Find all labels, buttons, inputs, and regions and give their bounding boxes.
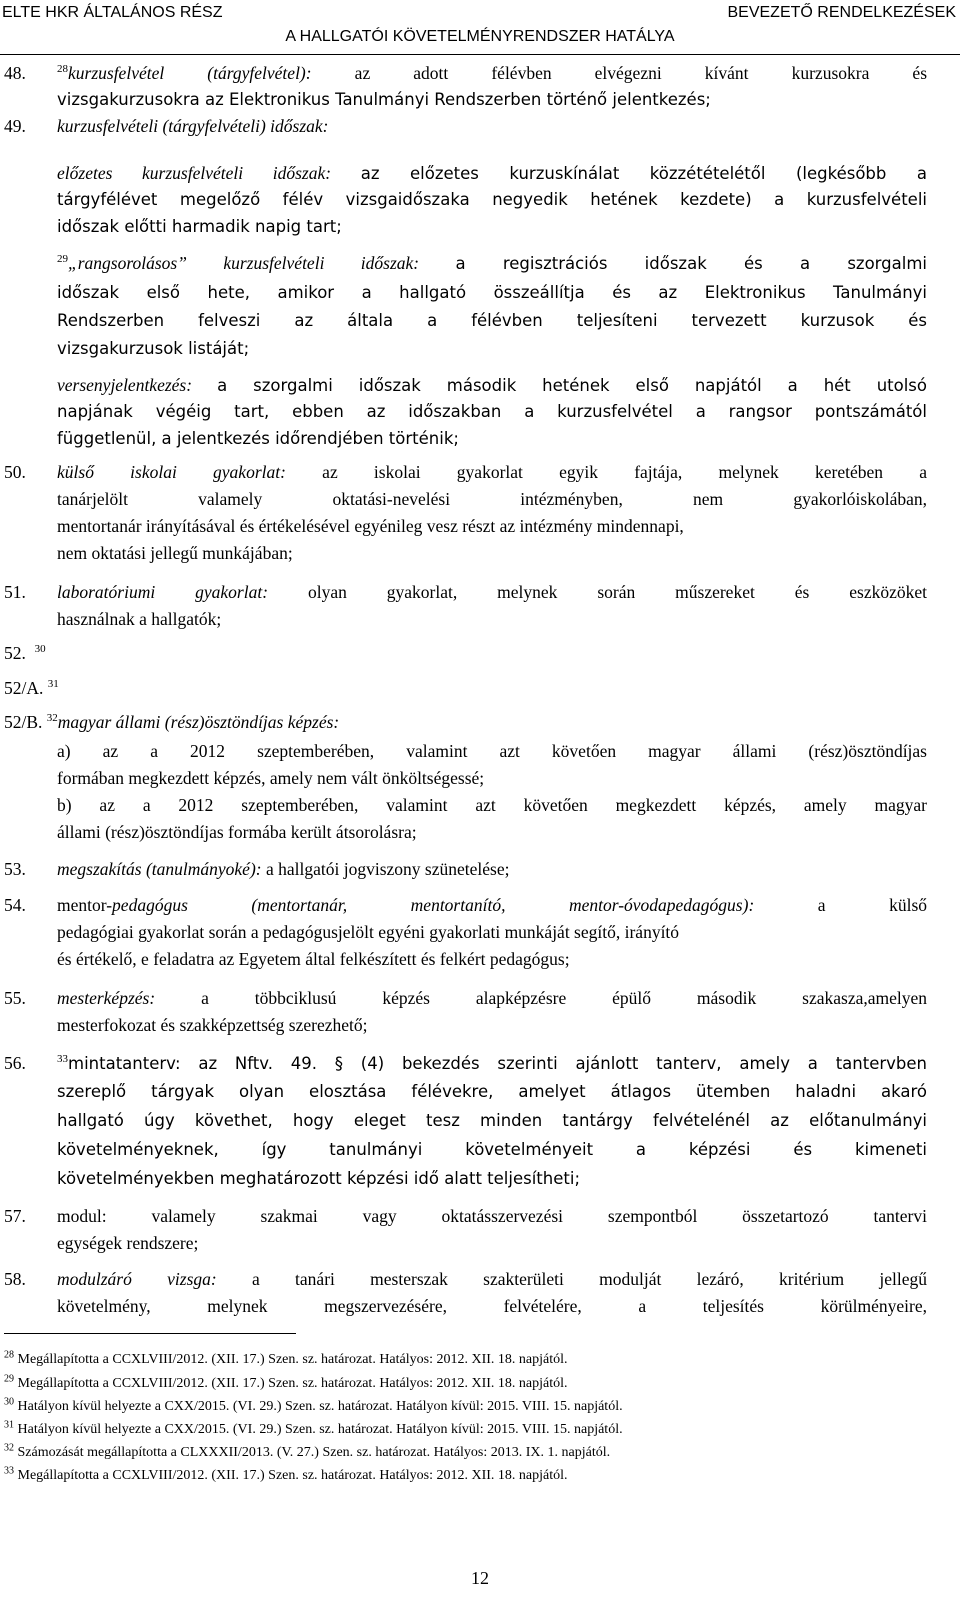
item-number: 58. xyxy=(4,1269,26,1289)
item-number: 52/B. xyxy=(4,712,43,732)
item-57-line: egységek rendszere; xyxy=(57,1233,199,1253)
item-57-line: modul: valamely szakmai vagy oktatásszervezési szempontból összetartozó tantervi xyxy=(57,1206,927,1226)
definition-text: a tanári mesterszak szakterületi modulját lezáró, kritérium jellegű xyxy=(252,1269,928,1289)
footnote-ref[interactable]: 31 xyxy=(47,678,59,691)
item-49c-line xyxy=(57,372,927,399)
item-48-line: vizsgakurzusokra az Elektronikus Tanulmányi Rendszerben történő jelentkezés; xyxy=(57,90,711,109)
definition-term: versenyjelentkezés: xyxy=(57,375,193,395)
footnote xyxy=(4,1350,568,1370)
definition-text: a regisztrációs időszak és a szorgalmi xyxy=(455,254,928,273)
header-left: ELTE HKR ÁLTALÁNOS RÉSZ xyxy=(2,4,223,21)
item-49b-line: Rendszerben felveszi az általa a félévben teljesíteni tervezett kurzusok és xyxy=(57,311,927,330)
item-49c-line: napjának végéig tart, ebben az időszakban a kurzusfelvétel a rangsor pontszámától xyxy=(57,402,927,421)
footnote-ref[interactable]: 29 xyxy=(57,253,68,266)
footnote-separator xyxy=(4,1333,296,1334)
item-58-line: követelmény, melynek megszervezésére, felvételére, a teljesítés körülményeire, xyxy=(57,1296,927,1316)
running-header xyxy=(0,4,960,26)
definition-text: az adott félévben elvégezni kívánt kurzusokra és xyxy=(354,63,927,83)
item-number: 50. xyxy=(4,462,26,482)
item-number: 52. xyxy=(4,643,26,663)
footnote-number: 33 xyxy=(4,1465,14,1477)
footnote-text: Hatályon kívül helyezte a CXX/2015. (VI. 29.) Szen. sz. határozat. Hatályon kívül: 2015. VIII. 15. napjától. xyxy=(17,1422,623,1437)
item-51-line xyxy=(57,579,927,605)
item-54-line xyxy=(57,892,927,918)
definition-term: megszakítás (tanulmányoké): xyxy=(57,859,262,879)
item-number: 49. xyxy=(4,116,26,136)
page-number: 12 xyxy=(471,1568,489,1588)
definition-term: mesterképzés: xyxy=(57,988,156,1008)
item-52b-line: a) az a 2012 szeptemberében, valamint azt követően magyar állami (rész)ösztöndíjas xyxy=(57,741,927,761)
item-number: 51. xyxy=(4,582,26,602)
item-52b-line: formában megkezdett képzés, amely nem vált önköltségessé; xyxy=(57,768,485,788)
item-56-line: követelményeknek, így tanulmányi követelményeit a képzési és kimeneti xyxy=(57,1140,927,1159)
item-55-line xyxy=(57,985,927,1011)
header-right: BEVEZETŐ RENDELKEZÉSEK xyxy=(727,4,956,21)
item-54-line: és értékelő, e feladatra az Egyetem által felkészített és felkért pedagógus; xyxy=(57,949,570,969)
item-number: 48. xyxy=(4,63,26,83)
header-rule xyxy=(0,54,960,55)
definition-text: a hallgatói jogviszony szünetelése; xyxy=(265,859,510,879)
footnote-number: 32 xyxy=(4,1442,14,1454)
item-56-line xyxy=(57,1050,927,1077)
definition-text: a külső xyxy=(817,895,927,915)
item-50-line: mentortanár irányításával és értékelésével egyénileg vesz részt az intézmény mindennapi, xyxy=(57,516,684,536)
footnote-text: Megállapította a CCXLVIII/2012. (XII. 17.) Szen. sz. határozat. Hatályos: 2012. XII. 18. napjától. xyxy=(17,1352,568,1367)
item-52b-line xyxy=(4,709,339,735)
item-51-line: használnak a hallgatók; xyxy=(57,609,222,629)
footnote xyxy=(4,1374,568,1394)
item-52-line xyxy=(4,640,46,666)
item-49b-line: vizsgakurzusok listáját; xyxy=(57,339,250,358)
definition-text: az iskolai gyakorlat egyik fajtája, melynek keretében a xyxy=(322,462,927,482)
definition-term: „rangsorolásos” kurzusfelvételi időszak: xyxy=(68,253,420,273)
footnote xyxy=(4,1466,568,1486)
definition-term: modulzáró vizsga: xyxy=(57,1269,217,1289)
item-number: 57. xyxy=(4,1206,26,1226)
item-49c-line: függetlenül, a jelentkezés időrendjében történik; xyxy=(57,429,459,448)
item-58-line xyxy=(57,1266,927,1292)
item-48-line xyxy=(57,60,927,86)
item-56-line: követelményekben meghatározott képzési idő alatt teljesítheti; xyxy=(57,1169,580,1188)
definition-term: laboratóriumi gyakorlat: xyxy=(57,582,269,602)
footnote-number: 29 xyxy=(4,1373,14,1385)
footnote-number: 30 xyxy=(4,1396,14,1408)
footnote-ref[interactable]: 28 xyxy=(57,63,68,76)
item-number: 53. xyxy=(4,859,26,879)
item-53-line xyxy=(57,856,509,882)
item-49a-line xyxy=(57,160,927,187)
footnote xyxy=(4,1420,623,1440)
item-50-line xyxy=(57,459,927,485)
footnote xyxy=(4,1397,623,1417)
definition-term: magyar állami (rész)ösztöndíjas képzés: xyxy=(57,712,340,732)
item-52b-line: b) az a 2012 szeptemberében, valamint azt követően megkezdett képzés, amely magyar xyxy=(57,795,927,815)
definition-term: kurzusfelvételi (tárgyfelvételi) időszak: xyxy=(57,116,329,136)
definition-prefix: mentor- xyxy=(57,895,113,915)
item-number: 52/A. xyxy=(4,678,44,698)
footnote-text: Hatályon kívül helyezte a CXX/2015. (VI. 29.) Szen. sz. határozat. Hatályon kívül: 2015. VIII. 15. napjától. xyxy=(17,1399,623,1414)
footnote-text: Számozását megállapította a CLXXXII/2013. (V. 27.) Szen. sz. határozat. Hatályos: 2013. IX. 1. napjától. xyxy=(17,1445,611,1460)
definition-text: mintatanterv: az Nftv. 49. § (4) bekezdés szerinti ajánlott tanterv, amely a tantervben xyxy=(68,1054,927,1073)
footnote-ref[interactable]: 30 xyxy=(34,643,46,656)
item-49b-line xyxy=(57,250,927,277)
item-49a-line: időszak előtti harmadik napig tart; xyxy=(57,217,342,236)
definition-text: a szorgalmi időszak második hetének első napjától a hét utolsó xyxy=(217,376,928,395)
item-52b-line: állami (rész)ösztöndíjas formába került átsorolásra; xyxy=(57,822,417,842)
item-56-line: szereplő tárgyak olyan elosztása félévekre, amelyet átlagos ütemben haladni akaró xyxy=(57,1082,927,1101)
item-number: 56. xyxy=(4,1053,26,1073)
footnote-number: 28 xyxy=(4,1349,14,1361)
footnote-number: 31 xyxy=(4,1419,14,1431)
item-number: 55. xyxy=(4,988,26,1008)
item-50-line: nem oktatási jellegű munkájában; xyxy=(57,543,293,563)
definition-term: kurzusfelvétel (tárgyfelvétel): xyxy=(68,63,312,83)
item-52a-line xyxy=(4,675,59,701)
item-49a-line: tárgyfélévet megelőző félév vizsgaidőszaka negyedik hetének kezdete) a kurzusfelvételi xyxy=(57,190,927,209)
definition-term: pedagógus (mentortanár, mentortanító, mentor-óvodapedagógus): xyxy=(112,895,755,915)
definition-term: külső iskolai gyakorlat: xyxy=(57,462,286,482)
footnote-text: Megállapította a CCXLVIII/2012. (XII. 17.) Szen. sz. határozat. Hatályos: 2012. XII. 18. napjától. xyxy=(17,1376,568,1391)
item-56-line: hallgató úgy követhet, hogy eleget tesz minden tantárgy felvételénél az előtanulmányi xyxy=(57,1111,927,1130)
item-49b-line: időszak első hete, amikor a hallgató összeállítja és az Elektronikus Tanulmányi xyxy=(57,283,927,302)
definition-term: előzetes kurzusfelvételi időszak: xyxy=(57,163,332,183)
definition-text: a többciklusú képzés alapképzésre épülő második szakasza,amelyen xyxy=(201,988,928,1008)
header-center: A HALLGATÓI KÖVETELMÉNYRENDSZER HATÁLYA xyxy=(285,28,675,45)
item-number: 54. xyxy=(4,895,26,915)
footnote-ref[interactable]: 33 xyxy=(57,1053,68,1066)
footnote xyxy=(4,1443,610,1463)
footnote-text: Megállapította a CCXLVIII/2012. (XII. 17.) Szen. sz. határozat. Hatályos: 2012. XII. 18. napjától. xyxy=(17,1468,568,1483)
item-54-line: pedagógiai gyakorlat során a pedagógusjelölt egyéni gyakorlati munkáját segítő, irányító xyxy=(57,922,680,942)
footnote-ref[interactable]: 32 xyxy=(46,712,58,725)
definition-text: az előzetes kurzuskínálat közzétételétől (legkésőbb a xyxy=(360,164,927,183)
item-55-line: mesterfokozat és szakképzettség szerezhető; xyxy=(57,1015,368,1035)
item-50-line: tanárjelölt valamely oktatási-nevelési intézményben, nem gyakorlóiskolában, xyxy=(57,489,927,509)
definition-text: olyan gyakorlat, melynek során műszereket és eszközöket xyxy=(307,582,927,602)
